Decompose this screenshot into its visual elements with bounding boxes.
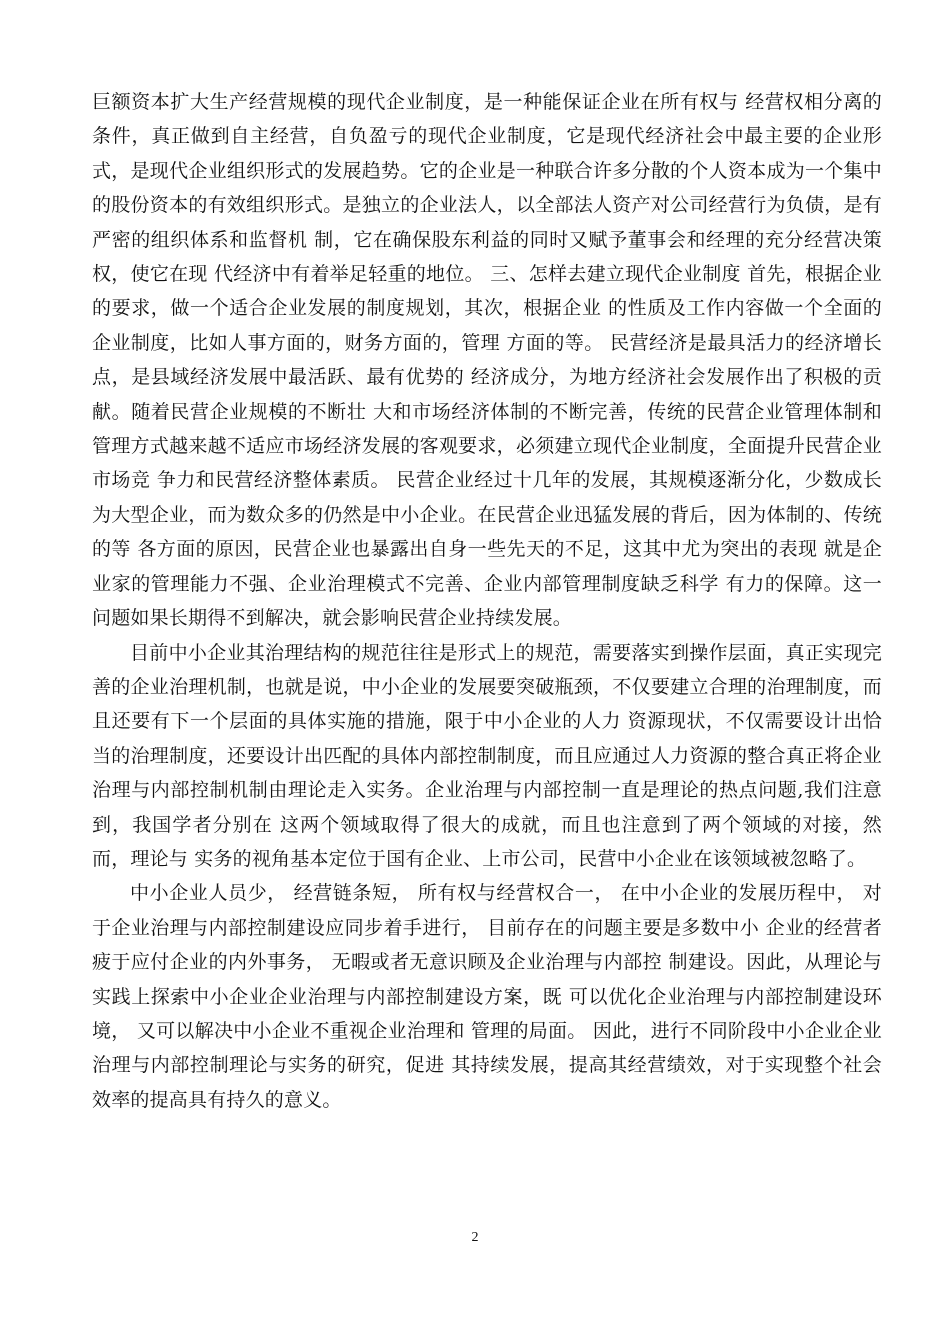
paragraph-3: 中小企业人员少， 经营链条短， 所有权与经营权合一， 在中小企业的发展历程中， 对于企业治理与内部控制建设应同步着手进行， 目前存在的问题主要是多数中小 企业的经营者疲于应付企业的内外事务， 无暇或者无意识顾及企业治理与内部控 制建设。因此，从理论与实践上探索中小企业企业治理与内部控制建设方案，既 可以优化企业治理与内部控制建设环境， 又可以解决中小企业不重视企业治理和 管理的局面。 因此，进行不同阶段中小企业企业治理与内部控制理论与实务的研究，促进 其持续发展，提高其经营绩效，对于实现整个社会效率的提高具有持久的意义。 bbox=[92, 882, 882, 1111]
paragraph-2: 目前中小企业其治理结构的规范往往是形式上的规范，需要落实到操作层面，真正实现完善的企业治理机制，也就是说，中小企业的发展要突破瓶颈，不仅要建立合理的治理制度，而且还要有下一个层面的具体实施的措施，限于中小企业的人力 资源现状，不仅需要设计出恰当的治理制度，还要设计出匹配的具体内部控制制度，而且应通过人力资源的整合真正将企业治理与内部控制机制由理论走入实务。企业治理与内部控制一直是理论的热点问题,我们注意到，我国学者分别在 这两个领域取得了很大的成就，而且也注意到了两个领域的对接，然而，理论与 实务的视角基本定位于国有企业、上市公司，民营中小企业在该领域被忽略了。 bbox=[92, 641, 882, 870]
paragraph-1: 巨额资本扩大生产经营规模的现代企业制度，是一种能保证企业在所有权与 经营权相分离的条件，真正做到自主经营，自负盈亏的现代企业制度，它是现代经济社会中最主要的企业形式，是现代企业组织形式的发展趋势。它的企业是一种联合许多分散的个人资本成为一个集中的股份资本的有效组织形式。是独立的企业法人，以全部法人资产对公司经营行为负债，是有严密的组织体系和监督机 制，它在确保股东利益的同时又赋予董事会和经理的充分经营决策权，使它在现 代经济中有着举足轻重的地位。 三、怎样去建立现代企业制度 首先，根据企业的要求，做一个适合企业发展的制度规划，其次，根据企业 的性质及工作内容做一个全面的企业制度，比如人事方面的，财务方面的，管理 方面的等。 民营经济是最具活力的经济增长点，是县域经济发展中最活跃、最有优势的 经济成分，为地方经济社会发展作出了积极的贡献。随着民营企业规模的不断壮 大和市场经济体制的不断完善，传统的民营企业管理体制和管理方式越来越不适应市场经济发展的客观要求，必须建立现代企业制度，全面提升民营企业市场竞 争力和民营经济整体素质。 民营企业经过十几年的发展，其规模逐渐分化，少数成长为大型企业，而为数众多的仍然是中小企业。在民营企业迅猛发展的背后，因为体制的、传统的等 各方面的原因，民营企业也暴露出自身一些先天的不足，这其中尤为突出的表现 就是企业家的管理能力不强、企业治理模式不完善、企业内部管理制度缺乏科学 有力的保障。这一问题如果长期得不到解决，就会影响民营企业持续发展。 bbox=[92, 91, 882, 630]
body-text bbox=[92, 85, 882, 1117]
page-number: 2 bbox=[471, 1230, 479, 1245]
